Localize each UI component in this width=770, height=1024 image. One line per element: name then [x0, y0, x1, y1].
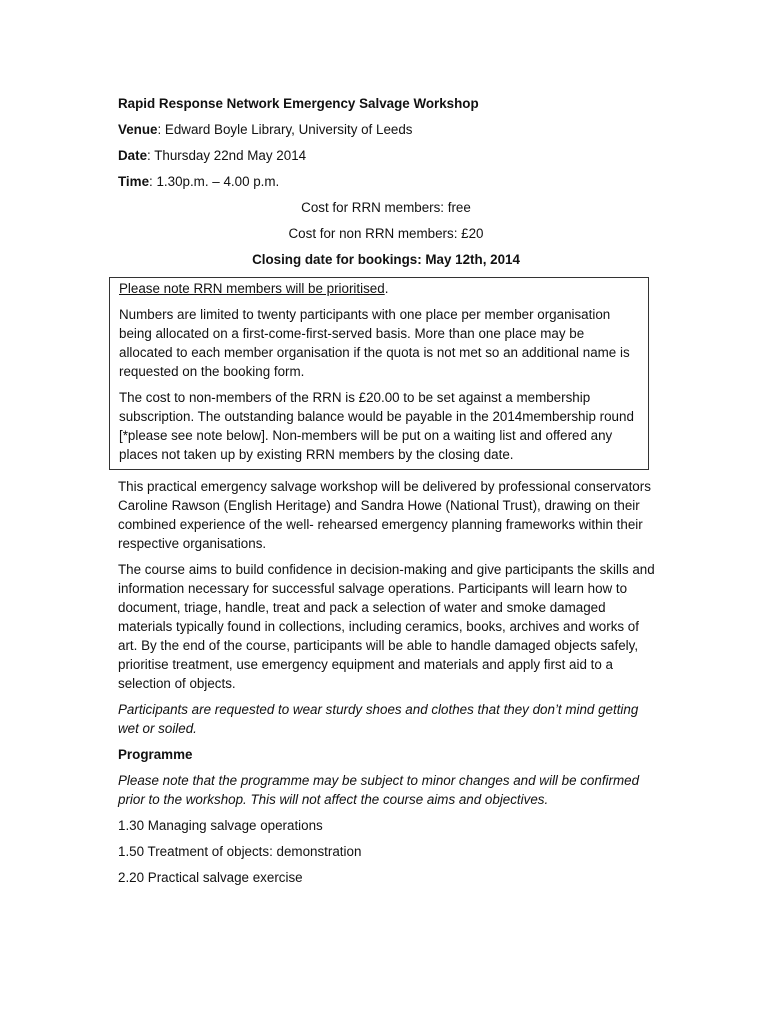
programme-heading: Programme	[118, 747, 193, 762]
time-line	[118, 172, 658, 191]
venue-line	[118, 120, 658, 139]
cost-non-members: Cost for non RRN members: £20	[288, 226, 484, 241]
programme-note: Please note that the programme may be subject to minor changes and will be confirmed prior to the workshop. This will not affect the course aims and objectives.	[118, 773, 640, 807]
date-line	[118, 146, 658, 165]
venue-label: Venue	[118, 122, 158, 137]
programme-item: 2.20 Practical salvage exercise	[118, 870, 303, 885]
priority-text: Please note RRN members will be prioritised	[119, 281, 385, 296]
priority-suffix: .	[384, 281, 389, 296]
cost-members: Cost for RRN members: free	[301, 200, 471, 215]
document-page	[118, 94, 658, 894]
date-label: Date	[118, 148, 148, 163]
venue-value: : Edward Boyle Library, University of Leeds	[157, 122, 413, 137]
numbers-paragraph: Numbers are limited to twenty participants with one place per member organisation being allocated on a first-come-first-served basis. More than one place may be allocated to each member organisation if the quota is not met so an additional name is requested on the booking form.	[119, 307, 630, 379]
aims-paragraph: The course aims to build confidence in decision-making and give participants the skills and information necessary for successful salvage operations. Participants will learn how to document, triage, handle, treat and pack a selection of water and smoke damaged materials typically found in collections, including ceramics, books, archives and works of art. By the end of the course, participants will be able to handle damaged objects safely, prioritise treatment, use emergency equipment and materials and apply first aid to a selection of objects.	[118, 562, 655, 691]
nonmember-cost-paragraph: The cost to non-members of the RRN is £20.00 to be set against a membership subscription. The outstanding balance would be payable in the 2014membership round [*please see note below]. Non-members will be put on a waiting list and offered any places not taken up by existing RRN members by the closing date.	[119, 390, 634, 462]
date-value: : Thursday 22nd May 2014	[147, 148, 307, 163]
clothing-note: Participants are requested to wear sturdy shoes and clothes that they don’t mind getting wet or soiled.	[118, 702, 639, 736]
programme-item: 1.30 Managing salvage operations	[118, 818, 323, 833]
intro-paragraph: This practical emergency salvage workshop will be delivered by professional conservators Caroline Rawson (English Heritage) and Sandra Howe (National Trust), drawing on their combined experience of the well- rehearsed emergency planning frameworks within their respective organisations.	[118, 479, 651, 551]
notice-box	[109, 277, 649, 470]
time-label: Time	[118, 174, 150, 189]
closing-date: Closing date for bookings: May 12th, 2014	[252, 252, 520, 267]
priority-note	[119, 279, 639, 298]
time-value: : 1.30p.m. – 4.00 p.m.	[149, 174, 280, 189]
document-title: Rapid Response Network Emergency Salvage Workshop	[118, 96, 479, 111]
programme-item: 1.50 Treatment of objects: demonstration	[118, 844, 362, 859]
